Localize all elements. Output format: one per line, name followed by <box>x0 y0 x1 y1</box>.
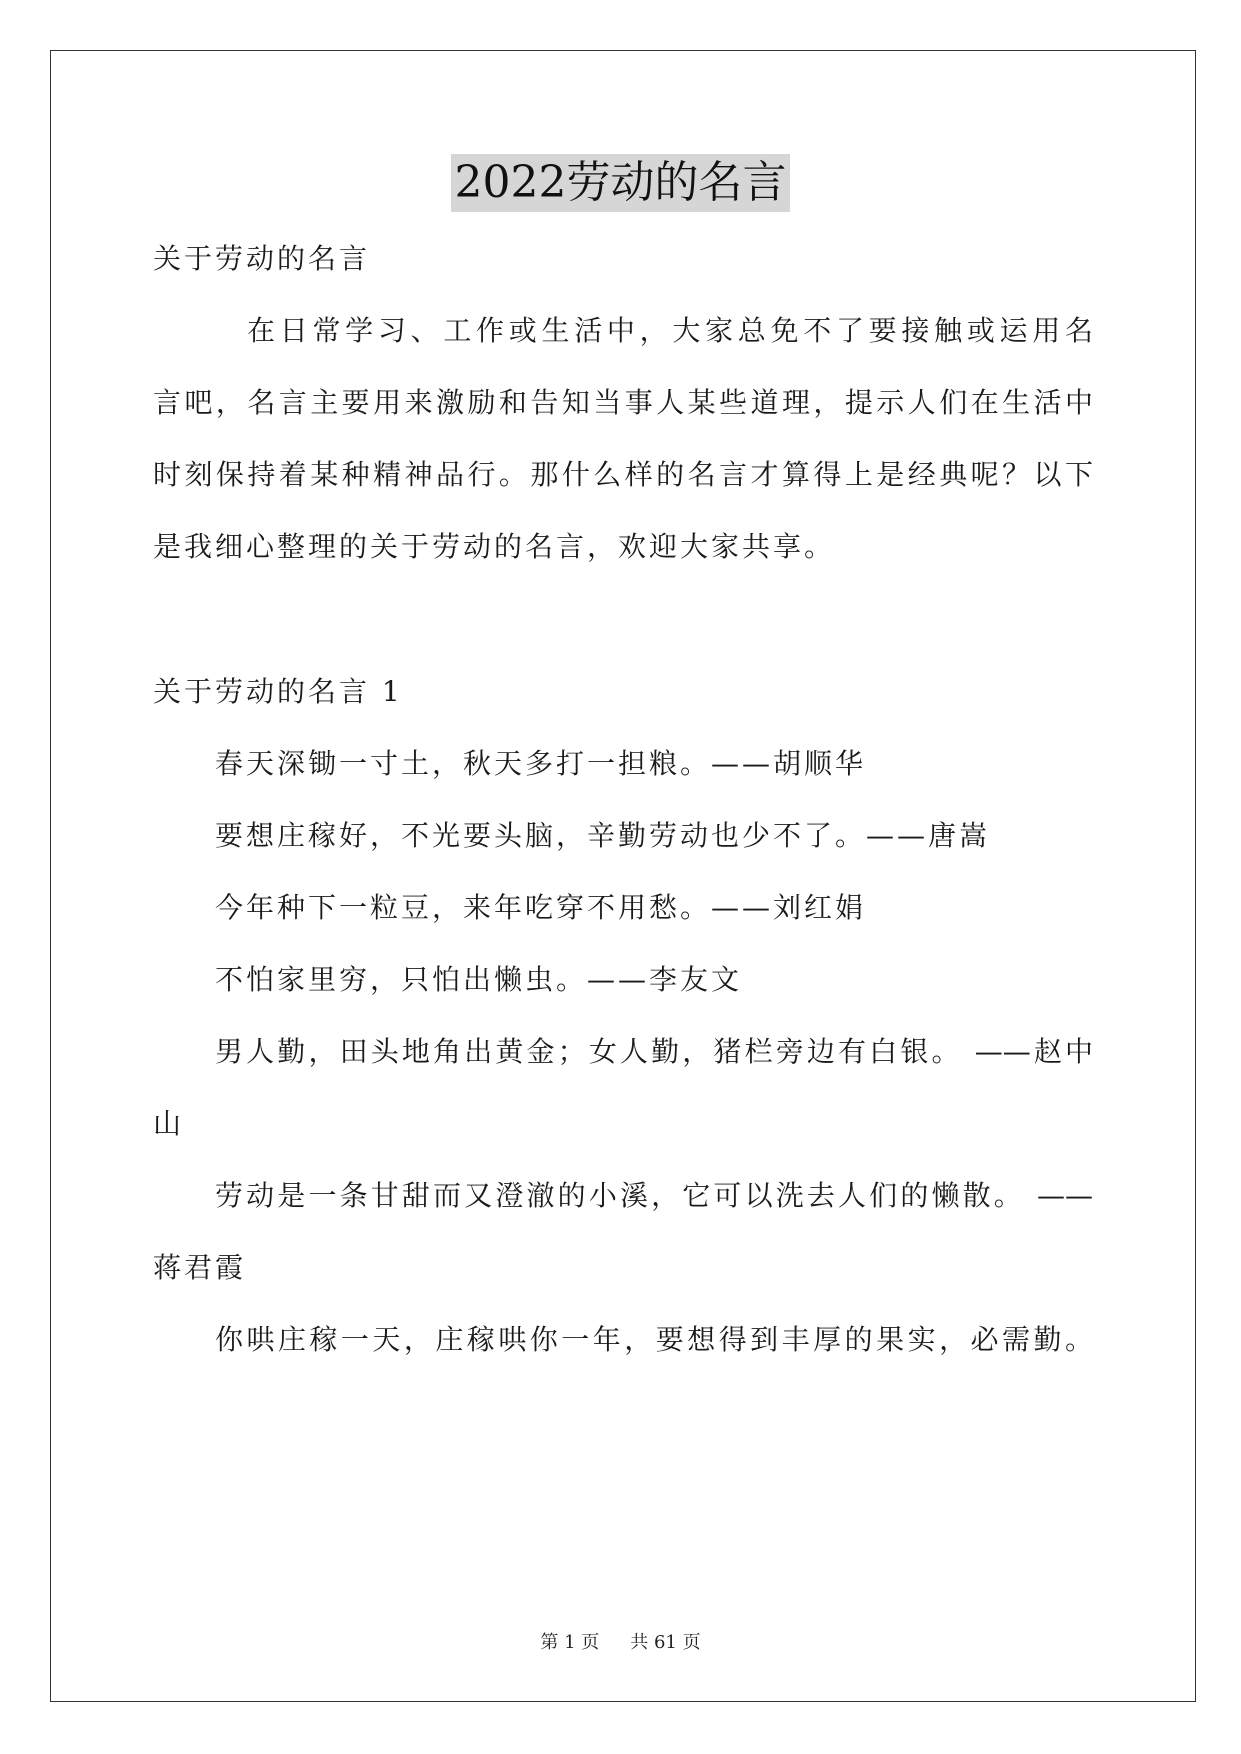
quote-5: 男人勤，田头地角出黄金；女人勤，猪栏旁边有白银。 ——赵中 <box>215 1035 1093 1068</box>
page-total: 共 61 页 <box>630 1632 701 1653</box>
quote-6: 劳动是一条甘甜而又澄澈的小溪，它可以洗去人们的懒散。 —— <box>215 1179 1093 1212</box>
page-footer <box>0 1631 1241 1655</box>
quote-2: 要想庄稼好，不光要头脑，辛勤劳动也少不了。——唐嵩 <box>215 819 991 852</box>
quote-4: 不怕家里穷，只怕出懒虫。——李友文 <box>215 963 743 996</box>
section-heading-1: 关于劳动的名言 1 <box>153 675 403 708</box>
quote-7: 你哄庄稼一天，庄稼哄你一年，要想得到丰厚的果实，必需勤。 <box>215 1323 1093 1356</box>
intro-line-2: 言吧，名言主要用来激励和告知当事人某些道理，提示人们在生活中 <box>153 386 1093 419</box>
page-border <box>50 50 1196 1702</box>
quote-3: 今年种下一粒豆，来年吃穿不用愁。——刘红娟 <box>215 891 867 924</box>
title-wrap <box>0 154 1241 212</box>
quote-5-cont: 山 <box>153 1107 185 1140</box>
intro-line-3: 时刻保持着某种精神品行。那什么样的名言才算得上是经典呢？以下 <box>153 458 1093 491</box>
quote-6-cont: 蒋君霞 <box>153 1251 247 1284</box>
quote-1: 春天深锄一寸土，秋天多打一担粮。——胡顺华 <box>215 747 867 780</box>
section-heading: 关于劳动的名言 <box>153 242 371 275</box>
page-number: 第 1 页 <box>540 1632 600 1653</box>
document-title: 2022劳动的名言 <box>451 154 791 212</box>
intro-line-4: 是我细心整理的关于劳动的名言，欢迎大家共享。 <box>153 530 836 563</box>
intro-line-1: 在日常学习、工作或生活中，大家总免不了要接触或运用名 <box>247 314 1093 347</box>
